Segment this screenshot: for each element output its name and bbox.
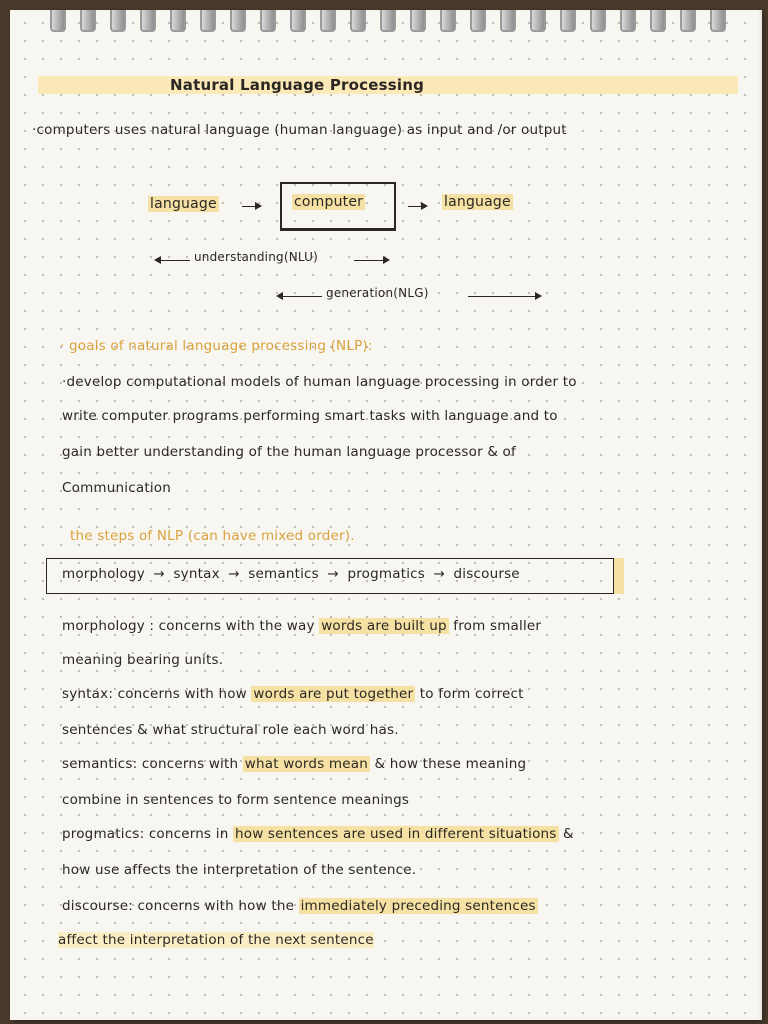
spiral-binding: [10, 10, 762, 32]
arrow-from-computer: [408, 206, 426, 207]
steps-chain: [62, 566, 520, 582]
generation-label: generation(NLG): [326, 286, 429, 300]
goals-heading: · goals of natural language processing (NLP):: [60, 338, 373, 354]
chain-arrow: →: [153, 566, 165, 582]
goals-line-2: write computer programs performing smart tasks with language and to: [62, 408, 558, 424]
notebook-page: [10, 10, 762, 1020]
diagram-right-label: language: [444, 194, 511, 210]
def-morphology-line-2: meaning bearing units.: [62, 652, 224, 668]
step-morphology: morphology: [62, 566, 145, 582]
step-pragmatics: progmatics: [347, 566, 426, 582]
def-semantics-line-1: semantics: concerns with what words mean & how these meaning: [62, 756, 527, 772]
def-syntax-line-1: syntax: concerns with how words are put together to form correct: [62, 686, 524, 702]
def-morphology-line-1: morphology : concerns with the way words are built up from smaller: [62, 618, 542, 634]
def-discourse-line-2: affect the interpretation of the next sentence: [58, 932, 374, 948]
chain-arrow: →: [327, 566, 339, 582]
step-syntax: syntax: [173, 566, 220, 582]
goals-line-1: ·develop computational models of human language processing in order to: [62, 374, 577, 390]
goals-line-4: Communication: [62, 480, 172, 496]
def-discourse-line-1: discourse: concerns with how the immediately preceding sentences: [62, 898, 536, 914]
steps-heading: the steps of NLP (can have mixed order).: [70, 528, 355, 544]
def-pragmatics-line-1: progmatics: concerns in how sentences are used in different situations &: [62, 826, 574, 842]
page-edge: [758, 10, 762, 1020]
understanding-arrow-right: [354, 260, 388, 261]
understanding-arrow-left: [156, 260, 190, 261]
def-semantics-line-2: combine in sentences to form sentence meanings: [62, 792, 410, 808]
intro-text: ·computers uses natural language (human language) as input and /or output: [32, 122, 567, 138]
goals-line-3: gain better understanding of the human language processor & of: [62, 444, 516, 460]
def-pragmatics-line-2: how use affects the interpretation of the sentence.: [62, 862, 417, 878]
chain-arrow: →: [433, 566, 446, 582]
step-discourse: discourse: [453, 566, 520, 582]
generation-arrow-right: [468, 296, 540, 297]
step-semantics: semantics: [248, 566, 319, 582]
understanding-label: understanding(NLU): [194, 250, 319, 264]
def-syntax-line-2: sentences & what structural role each word has.: [62, 722, 399, 738]
diagram-left-label: language: [150, 196, 217, 212]
generation-arrow-left: [278, 296, 322, 297]
chain-arrow: →: [228, 566, 240, 582]
page-title: Natural Language Processing: [170, 76, 425, 94]
arrow-to-computer: [242, 206, 260, 207]
diagram-center-label: computer: [294, 194, 364, 210]
